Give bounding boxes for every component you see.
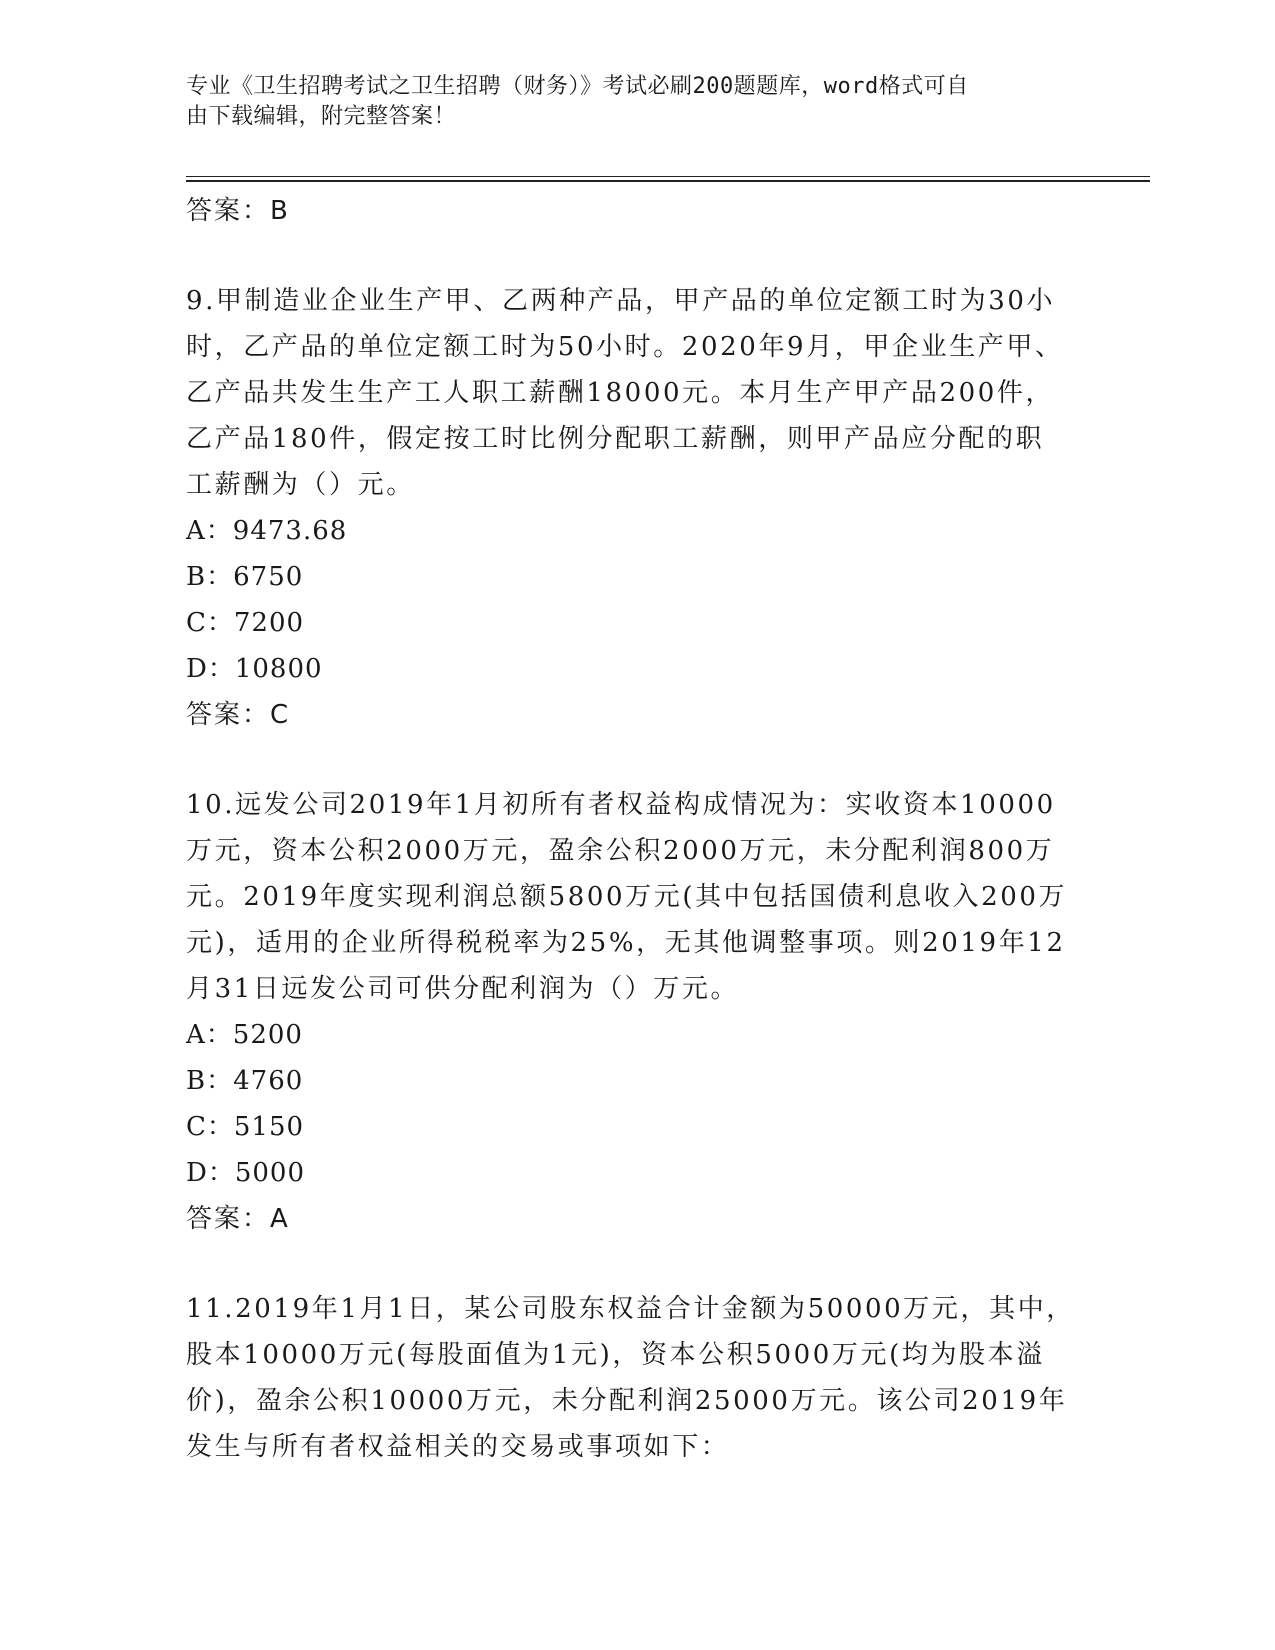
option-a: A：5200 bbox=[186, 1020, 303, 1050]
header-divider-thin bbox=[186, 176, 1150, 177]
answer-line: 答案：A bbox=[186, 1204, 290, 1234]
spacer bbox=[186, 1242, 1076, 1286]
question-block-10 bbox=[186, 782, 1076, 1242]
question-text-line: 11.2019年1月1日，某公司股东权益合计金额为50000万元，其中， bbox=[186, 1294, 1075, 1324]
document-body bbox=[186, 188, 1076, 1470]
answer-line: 答案：B bbox=[186, 196, 290, 226]
question-text-line: 发生与所有者权益相关的交易或事项如下： bbox=[186, 1432, 730, 1462]
option-a: A：9473.68 bbox=[186, 516, 348, 546]
question-text-line: 元)，适用的企业所得税税率为25%，无其他调整事项。则2019年12 bbox=[186, 928, 1066, 958]
option-b: B：6750 bbox=[186, 562, 304, 592]
answer-line: 答案：C bbox=[186, 700, 291, 730]
question-text-line: 价)，盈余公积10000万元，未分配利润25000万元。该公司2019年 bbox=[186, 1386, 1068, 1416]
header-line-2: 由下载编辑，附完整答案！ bbox=[186, 104, 457, 129]
question-text-line: 9.甲制造业企业生产甲、乙两种产品，甲产品的单位定额工时为30小 bbox=[186, 286, 1056, 316]
question-text-line: 元。2019年度实现利润总额5800万元(其中包括国债利息收入200万 bbox=[186, 882, 1068, 912]
question-text-line: 股本10000万元(每股面值为1元)，资本公积5000万元(均为股本溢 bbox=[186, 1340, 1045, 1370]
option-d: D：10800 bbox=[186, 654, 323, 684]
option-c: C：5150 bbox=[186, 1112, 305, 1142]
spacer bbox=[186, 234, 1076, 278]
option-c: C：7200 bbox=[186, 608, 305, 638]
question-text-line: 月31日远发公司可供分配利润为（）万元。 bbox=[186, 974, 740, 1004]
question-text-line: 工薪酬为（）元。 bbox=[186, 470, 415, 500]
question-block-11 bbox=[186, 1286, 1076, 1470]
question-text-line: 乙产品共发生生产工人职工薪酬18000元。本月生产甲产品200件， bbox=[186, 378, 1055, 408]
question-text-line: 乙产品180件，假定按工时比例分配职工薪酬，则甲产品应分配的职 bbox=[186, 424, 1045, 454]
header-divider-thick bbox=[186, 180, 1150, 182]
header-line-1: 专业《卫生招聘考试之卫生招聘（财务）》考试必刷200题题库，word格式可自 bbox=[186, 74, 969, 99]
question-text-line: 万元，资本公积2000万元，盈余公积2000万元，未分配利润800万 bbox=[186, 836, 1055, 866]
option-b: B：4760 bbox=[186, 1066, 304, 1096]
document-header bbox=[186, 72, 1066, 132]
question-text-line: 时，乙产品的单位定额工时为50小时。2020年9月，甲企业生产甲、 bbox=[186, 332, 1064, 362]
option-d: D：5000 bbox=[186, 1158, 306, 1188]
question-text-line: 10.远发公司2019年1月初所有者权益构成情况为：实收资本10000 bbox=[186, 790, 1056, 820]
question-block-9 bbox=[186, 278, 1076, 738]
spacer bbox=[186, 738, 1076, 782]
